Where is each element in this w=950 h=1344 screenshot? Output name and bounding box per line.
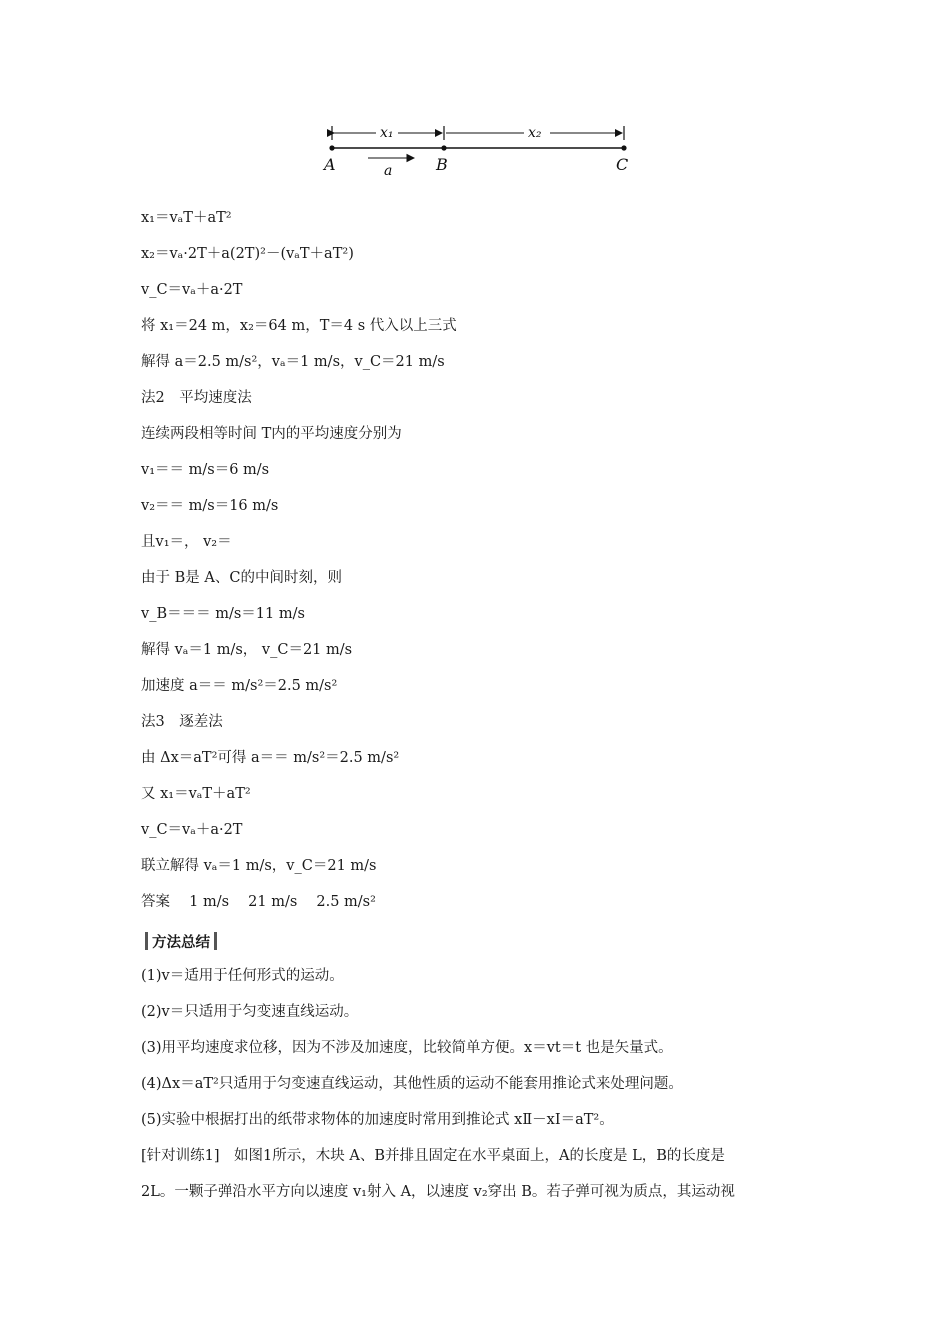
summary-item: (4)Δx＝aT²只适用于匀变速直线运动，其他性质的运动不能套用推论式来处理问题。 [141, 1076, 683, 1092]
equation-line: x₂＝vₐ·2T＋a(2T)²－(vₐT＋aT²) [141, 246, 354, 262]
equation-line: x₁＝vₐT＋aT² [141, 210, 232, 226]
summary-item: (5)实验中根据打出的纸带求物体的加速度时常用到推论式 xⅡ－xⅠ＝aT²。 [141, 1112, 614, 1128]
equation-line: 解得 vₐ＝1 m/s， v_C＝21 m/s [141, 642, 353, 658]
equation-line: 将 x₁＝24 m，x₂＝64 m，T＝4 s 代入以上三式 [141, 318, 457, 334]
summary-item: (2)v＝只适用于匀变速直线运动。 [141, 1004, 359, 1020]
point-a-dot [329, 145, 334, 150]
summary-item: (1)v＝适用于任何形式的运动。 [141, 968, 344, 984]
answer-line: 答案 1 m/s 21 m/s 2.5 m/s² [141, 894, 376, 910]
section-tag [141, 930, 221, 952]
equation-line: 又 x₁＝vₐT＋aT² [141, 786, 251, 802]
section-title: 方法总结 [152, 934, 210, 951]
equation-line: v₁＝＝ m/s＝6 m/s [141, 462, 270, 478]
point-c-dot [621, 145, 626, 150]
equation-line: v₂＝＝ m/s＝16 m/s [141, 498, 279, 514]
summary-item: (3)用平均速度求位移，因为不涉及加速度，比较简单方便。x＝vt＝t 也是矢量式。 [141, 1040, 673, 1056]
tag-bar-right [214, 932, 217, 950]
acceleration-label: a [384, 163, 393, 179]
equation-line: v_C＝vₐ＋a·2T [141, 822, 243, 838]
training-line: 2L。一颗子弹沿水平方向以速度 v₁射入 A，以速度 v₂穿出 B。若子弹可视为质点，其运动视 [141, 1184, 735, 1200]
x2-label: x₂ [528, 125, 542, 141]
equation-line: 且v₁＝， v₂＝ [141, 534, 232, 550]
x1-label: x₁ [380, 125, 394, 141]
equation-line: v_C＝vₐ＋a·2T [141, 282, 243, 298]
point-b-label: B [436, 155, 448, 174]
method-heading: 法3 逐差法 [141, 714, 223, 730]
text-line: 由于 B是 A、C的中间时刻，则 [141, 570, 342, 586]
point-a-label: A [324, 155, 336, 174]
training-line: [针对训练1] 如图1所示，木块 A、B并排且固定在水平桌面上，A的长度是 L，B的长度是 [141, 1148, 725, 1164]
equation-line: 联立解得 vₐ＝1 m/s，v_C＝21 m/s [141, 858, 377, 874]
text-line: 连续两段相等时间 T内的平均速度分别为 [141, 426, 402, 442]
method-heading: 法2 平均速度法 [141, 390, 252, 406]
motion-diagram [318, 118, 640, 182]
equation-line: 解得 a＝2.5 m/s²，vₐ＝1 m/s，v_C＝21 m/s [141, 354, 445, 370]
equation-line: 加速度 a＝＝ m/s²＝2.5 m/s² [141, 678, 338, 694]
equation-line: 由 Δx＝aT²可得 a＝＝ m/s²＝2.5 m/s² [141, 750, 400, 766]
point-c-label: C [616, 155, 629, 174]
equation-line: v_B＝＝＝ m/s＝11 m/s [141, 606, 305, 622]
tag-bar-left [145, 932, 148, 950]
point-b-dot [441, 145, 446, 150]
